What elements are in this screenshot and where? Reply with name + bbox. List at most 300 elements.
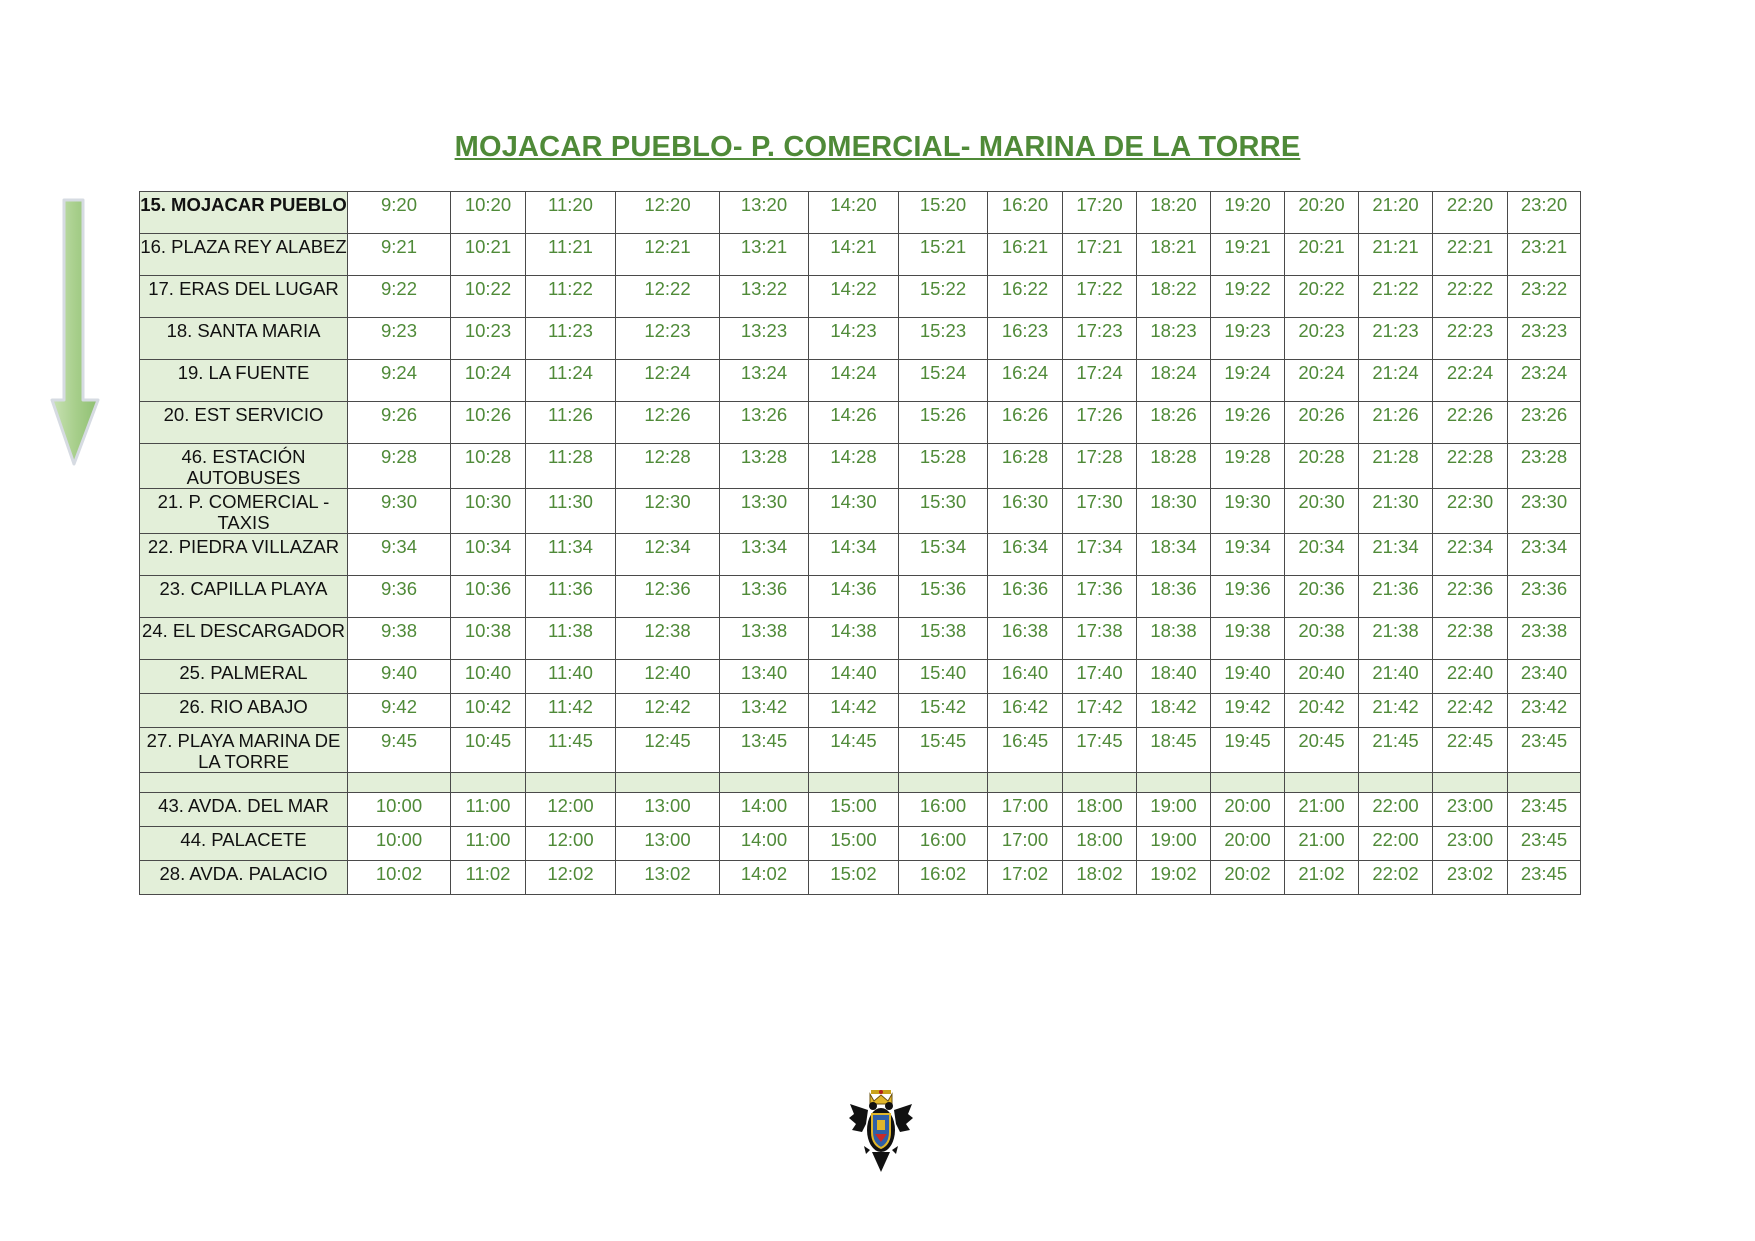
departure-time: 14:26 [809, 402, 899, 444]
departure-time: 16:28 [988, 444, 1063, 489]
departure-time: 18:34 [1137, 534, 1211, 576]
departure-time: 20:26 [1285, 402, 1359, 444]
departure-time: 17:02 [988, 861, 1063, 895]
departure-time: 14:42 [809, 694, 899, 728]
stop-name: 27. PLAYA MARINA DE LA TORRE [140, 728, 348, 773]
departure-time: 22:00 [1359, 827, 1433, 861]
departure-time: 14:00 [720, 827, 809, 861]
departure-time: 10:28 [451, 444, 526, 489]
departure-time: 21:24 [1359, 360, 1433, 402]
departure-time: 23:45 [1508, 793, 1581, 827]
departure-time [1508, 773, 1581, 793]
departure-time: 19:00 [1137, 793, 1211, 827]
departure-time: 11:02 [451, 861, 526, 895]
departure-time: 21:28 [1359, 444, 1433, 489]
departure-time: 23:36 [1508, 576, 1581, 618]
departure-time: 16:42 [988, 694, 1063, 728]
departure-time: 16:24 [988, 360, 1063, 402]
departure-time: 10:22 [451, 276, 526, 318]
departure-time: 22:24 [1433, 360, 1508, 402]
departure-time: 15:20 [899, 192, 988, 234]
stop-name: 20. EST SERVICIO [140, 402, 348, 444]
table-row [140, 728, 1581, 773]
departure-time: 11:22 [526, 276, 616, 318]
departure-time: 22:02 [1359, 861, 1433, 895]
departure-time: 20:00 [1211, 793, 1285, 827]
departure-time: 13:36 [720, 576, 809, 618]
departure-time: 21:22 [1359, 276, 1433, 318]
departure-time: 9:42 [348, 694, 451, 728]
departure-time: 12:34 [616, 534, 720, 576]
stop-name [140, 773, 348, 793]
table-row [140, 402, 1581, 444]
departure-time: 9:40 [348, 660, 451, 694]
departure-time: 21:38 [1359, 618, 1433, 660]
departure-time [1211, 773, 1285, 793]
departure-time: 9:28 [348, 444, 451, 489]
departure-time: 12:30 [616, 489, 720, 534]
departure-time: 15:21 [899, 234, 988, 276]
spacer-row [140, 773, 1581, 793]
departure-time: 17:20 [1063, 192, 1137, 234]
departure-time: 12:42 [616, 694, 720, 728]
departure-time: 10:02 [348, 861, 451, 895]
departure-time: 18:21 [1137, 234, 1211, 276]
table-row [140, 318, 1581, 360]
table-row [140, 576, 1581, 618]
departure-time: 10:34 [451, 534, 526, 576]
departure-time: 20:40 [1285, 660, 1359, 694]
departure-time: 20:45 [1285, 728, 1359, 773]
departure-time: 16:00 [899, 827, 988, 861]
departure-time: 13:20 [720, 192, 809, 234]
departure-time: 19:22 [1211, 276, 1285, 318]
departure-time: 19:28 [1211, 444, 1285, 489]
departure-time: 11:45 [526, 728, 616, 773]
table-row [140, 618, 1581, 660]
departure-time: 13:38 [720, 618, 809, 660]
departure-time: 20:24 [1285, 360, 1359, 402]
departure-time: 9:21 [348, 234, 451, 276]
departure-time: 16:34 [988, 534, 1063, 576]
departure-time: 14:34 [809, 534, 899, 576]
departure-time [809, 773, 899, 793]
departure-time: 12:00 [526, 827, 616, 861]
departure-time: 10:20 [451, 192, 526, 234]
departure-time: 19:02 [1137, 861, 1211, 895]
departure-time: 19:00 [1137, 827, 1211, 861]
departure-time: 15:00 [809, 793, 899, 827]
departure-time: 21:23 [1359, 318, 1433, 360]
departure-time: 11:28 [526, 444, 616, 489]
departure-time: 20:34 [1285, 534, 1359, 576]
departure-time: 17:00 [988, 827, 1063, 861]
stop-name: 16. PLAZA REY ALABEZ [140, 234, 348, 276]
departure-time: 18:00 [1063, 793, 1137, 827]
departure-time: 19:34 [1211, 534, 1285, 576]
departure-time: 20:21 [1285, 234, 1359, 276]
table-row [140, 534, 1581, 576]
departure-time: 16:21 [988, 234, 1063, 276]
departure-time: 15:42 [899, 694, 988, 728]
departure-time: 18:02 [1063, 861, 1137, 895]
departure-time: 18:30 [1137, 489, 1211, 534]
departure-time: 20:02 [1211, 861, 1285, 895]
departure-time: 21:30 [1359, 489, 1433, 534]
timetable [139, 191, 1581, 895]
departure-time: 14:21 [809, 234, 899, 276]
departure-time: 21:36 [1359, 576, 1433, 618]
departure-time [348, 773, 451, 793]
timetable-body [140, 192, 1581, 895]
departure-time [1359, 773, 1433, 793]
departure-time: 18:38 [1137, 618, 1211, 660]
departure-time: 23:30 [1508, 489, 1581, 534]
departure-time: 23:45 [1508, 827, 1581, 861]
departure-time: 17:21 [1063, 234, 1137, 276]
departure-time: 20:38 [1285, 618, 1359, 660]
down-arrow-icon [50, 198, 102, 470]
departure-time: 10:30 [451, 489, 526, 534]
departure-time: 12:24 [616, 360, 720, 402]
stop-name: 22. PIEDRA VILLAZAR [140, 534, 348, 576]
departure-time: 10:42 [451, 694, 526, 728]
departure-time: 23:26 [1508, 402, 1581, 444]
departure-time [1063, 773, 1137, 793]
departure-time: 16:20 [988, 192, 1063, 234]
departure-time: 17:36 [1063, 576, 1137, 618]
stop-name: 24. EL DESCARGADOR [140, 618, 348, 660]
departure-time: 23:22 [1508, 276, 1581, 318]
departure-time: 12:36 [616, 576, 720, 618]
departure-time: 14:22 [809, 276, 899, 318]
departure-time: 10:23 [451, 318, 526, 360]
departure-time: 13:24 [720, 360, 809, 402]
departure-time [1285, 773, 1359, 793]
departure-time: 18:40 [1137, 660, 1211, 694]
departure-time: 11:40 [526, 660, 616, 694]
departure-time: 14:28 [809, 444, 899, 489]
table-row [140, 276, 1581, 318]
departure-time: 18:36 [1137, 576, 1211, 618]
stop-name: 44. PALACETE [140, 827, 348, 861]
departure-time: 9:20 [348, 192, 451, 234]
table-row [140, 793, 1581, 827]
stop-name: 23. CAPILLA PLAYA [140, 576, 348, 618]
departure-time: 22:42 [1433, 694, 1508, 728]
departure-time: 12:23 [616, 318, 720, 360]
departure-time: 15:40 [899, 660, 988, 694]
departure-time: 9:22 [348, 276, 451, 318]
departure-time: 12:45 [616, 728, 720, 773]
departure-time: 13:00 [616, 793, 720, 827]
departure-time: 20:00 [1211, 827, 1285, 861]
departure-time: 16:00 [899, 793, 988, 827]
departure-time: 22:45 [1433, 728, 1508, 773]
departure-time: 22:38 [1433, 618, 1508, 660]
departure-time: 22:40 [1433, 660, 1508, 694]
departure-time: 10:21 [451, 234, 526, 276]
departure-time: 21:26 [1359, 402, 1433, 444]
departure-time: 17:28 [1063, 444, 1137, 489]
stop-name: 21. P. COMERCIAL - TAXIS [140, 489, 348, 534]
departure-time: 20:30 [1285, 489, 1359, 534]
stop-name: 43. AVDA. DEL MAR [140, 793, 348, 827]
departure-time: 19:38 [1211, 618, 1285, 660]
coat-of-arms-logo [848, 1088, 914, 1174]
departure-time: 23:20 [1508, 192, 1581, 234]
departure-time: 19:20 [1211, 192, 1285, 234]
table-row [140, 861, 1581, 895]
departure-time: 9:36 [348, 576, 451, 618]
departure-time: 19:21 [1211, 234, 1285, 276]
departure-time: 20:23 [1285, 318, 1359, 360]
departure-time: 11:38 [526, 618, 616, 660]
departure-time: 11:00 [451, 827, 526, 861]
departure-time: 9:30 [348, 489, 451, 534]
stop-name: 25. PALMERAL [140, 660, 348, 694]
departure-time: 13:40 [720, 660, 809, 694]
departure-time: 18:42 [1137, 694, 1211, 728]
departure-time: 13:23 [720, 318, 809, 360]
departure-time: 23:23 [1508, 318, 1581, 360]
departure-time: 22:36 [1433, 576, 1508, 618]
departure-time: 12:26 [616, 402, 720, 444]
departure-time: 15:28 [899, 444, 988, 489]
departure-time: 14:23 [809, 318, 899, 360]
departure-time: 20:22 [1285, 276, 1359, 318]
table-row [140, 489, 1581, 534]
departure-time: 14:38 [809, 618, 899, 660]
departure-time: 21:00 [1285, 827, 1359, 861]
departure-time: 15:34 [899, 534, 988, 576]
table-row [140, 660, 1581, 694]
departure-time: 22:21 [1433, 234, 1508, 276]
departure-time: 15:23 [899, 318, 988, 360]
stop-name: 28. AVDA. PALACIO [140, 861, 348, 895]
departure-time: 16:36 [988, 576, 1063, 618]
departure-time: 15:24 [899, 360, 988, 402]
table-row [140, 694, 1581, 728]
departure-time: 12:00 [526, 793, 616, 827]
departure-time [1433, 773, 1508, 793]
table-row [140, 827, 1581, 861]
departure-time: 11:34 [526, 534, 616, 576]
departure-time: 9:38 [348, 618, 451, 660]
departure-time: 18:23 [1137, 318, 1211, 360]
departure-time: 13:45 [720, 728, 809, 773]
departure-time: 23:02 [1433, 861, 1508, 895]
departure-time: 19:24 [1211, 360, 1285, 402]
departure-time: 14:45 [809, 728, 899, 773]
departure-time: 22:22 [1433, 276, 1508, 318]
departure-time: 15:00 [809, 827, 899, 861]
departure-time: 18:28 [1137, 444, 1211, 489]
departure-time: 17:30 [1063, 489, 1137, 534]
departure-time: 15:22 [899, 276, 988, 318]
stop-name: 17. ERAS DEL LUGAR [140, 276, 348, 318]
departure-time: 13:42 [720, 694, 809, 728]
departure-time: 14:02 [720, 861, 809, 895]
departure-time: 15:26 [899, 402, 988, 444]
departure-time: 22:23 [1433, 318, 1508, 360]
departure-time: 19:40 [1211, 660, 1285, 694]
departure-time: 12:40 [616, 660, 720, 694]
departure-time: 13:00 [616, 827, 720, 861]
departure-time: 17:34 [1063, 534, 1137, 576]
departure-time: 21:40 [1359, 660, 1433, 694]
stop-name: 46. ESTACIÓN AUTOBUSES [140, 444, 348, 489]
departure-time: 22:30 [1433, 489, 1508, 534]
departure-time: 15:02 [809, 861, 899, 895]
departure-time: 13:21 [720, 234, 809, 276]
departure-time [988, 773, 1063, 793]
departure-time: 14:40 [809, 660, 899, 694]
departure-time: 16:38 [988, 618, 1063, 660]
departure-time: 19:45 [1211, 728, 1285, 773]
departure-time: 17:42 [1063, 694, 1137, 728]
departure-time: 14:00 [720, 793, 809, 827]
departure-time: 10:40 [451, 660, 526, 694]
departure-time: 18:26 [1137, 402, 1211, 444]
departure-time: 23:40 [1508, 660, 1581, 694]
departure-time: 17:22 [1063, 276, 1137, 318]
stop-name: 18. SANTA MARIA [140, 318, 348, 360]
departure-time: 20:42 [1285, 694, 1359, 728]
departure-time: 13:28 [720, 444, 809, 489]
departure-time: 16:22 [988, 276, 1063, 318]
departure-time: 18:24 [1137, 360, 1211, 402]
departure-time: 20:36 [1285, 576, 1359, 618]
departure-time: 22:34 [1433, 534, 1508, 576]
departure-time: 10:24 [451, 360, 526, 402]
table-row [140, 234, 1581, 276]
departure-time: 10:26 [451, 402, 526, 444]
table-row [140, 444, 1581, 489]
departure-time: 22:20 [1433, 192, 1508, 234]
departure-time: 21:34 [1359, 534, 1433, 576]
departure-time: 10:45 [451, 728, 526, 773]
departure-time: 23:34 [1508, 534, 1581, 576]
departure-time: 14:24 [809, 360, 899, 402]
departure-time: 23:00 [1433, 827, 1508, 861]
departure-time: 10:38 [451, 618, 526, 660]
departure-time [899, 773, 988, 793]
table-row [140, 360, 1581, 402]
departure-time: 11:36 [526, 576, 616, 618]
departure-time: 23:45 [1508, 861, 1581, 895]
page-title: MOJACAR PUEBLO- P. COMERCIAL- MARINA DE LA TORRE [454, 131, 1301, 163]
departure-time: 12:22 [616, 276, 720, 318]
departure-time: 20:20 [1285, 192, 1359, 234]
departure-time: 21:00 [1285, 793, 1359, 827]
departure-time: 9:34 [348, 534, 451, 576]
departure-time: 18:20 [1137, 192, 1211, 234]
departure-time: 21:42 [1359, 694, 1433, 728]
departure-time: 17:23 [1063, 318, 1137, 360]
departure-time: 18:22 [1137, 276, 1211, 318]
departure-time: 23:45 [1508, 728, 1581, 773]
departure-time: 16:30 [988, 489, 1063, 534]
departure-time: 17:38 [1063, 618, 1137, 660]
departure-time: 16:26 [988, 402, 1063, 444]
departure-time: 20:28 [1285, 444, 1359, 489]
departure-time: 13:34 [720, 534, 809, 576]
departure-time: 9:24 [348, 360, 451, 402]
departure-time: 17:00 [988, 793, 1063, 827]
departure-time: 11:00 [451, 793, 526, 827]
departure-time: 21:20 [1359, 192, 1433, 234]
departure-time: 17:45 [1063, 728, 1137, 773]
departure-time: 11:20 [526, 192, 616, 234]
departure-time: 23:00 [1433, 793, 1508, 827]
departure-time: 19:42 [1211, 694, 1285, 728]
departure-time: 21:21 [1359, 234, 1433, 276]
departure-time: 22:28 [1433, 444, 1508, 489]
departure-time: 15:30 [899, 489, 988, 534]
departure-time: 21:02 [1285, 861, 1359, 895]
departure-time: 12:38 [616, 618, 720, 660]
departure-time: 17:24 [1063, 360, 1137, 402]
departure-time: 18:00 [1063, 827, 1137, 861]
departure-time: 15:45 [899, 728, 988, 773]
table-row [140, 192, 1581, 234]
departure-time: 12:21 [616, 234, 720, 276]
departure-time: 9:45 [348, 728, 451, 773]
departure-time: 23:28 [1508, 444, 1581, 489]
departure-time: 19:26 [1211, 402, 1285, 444]
departure-time: 11:30 [526, 489, 616, 534]
departure-time: 13:02 [616, 861, 720, 895]
departure-time [616, 773, 720, 793]
departure-time: 11:26 [526, 402, 616, 444]
departure-time: 15:36 [899, 576, 988, 618]
stop-name: 19. LA FUENTE [140, 360, 348, 402]
departure-time: 15:38 [899, 618, 988, 660]
departure-time: 10:00 [348, 827, 451, 861]
departure-time: 16:40 [988, 660, 1063, 694]
departure-time: 14:20 [809, 192, 899, 234]
departure-time: 19:30 [1211, 489, 1285, 534]
stop-name: 26. RIO ABAJO [140, 694, 348, 728]
departure-time: 11:23 [526, 318, 616, 360]
departure-time: 10:36 [451, 576, 526, 618]
departure-time: 11:42 [526, 694, 616, 728]
departure-time: 22:26 [1433, 402, 1508, 444]
departure-time: 19:23 [1211, 318, 1285, 360]
departure-time: 21:45 [1359, 728, 1433, 773]
departure-time: 9:26 [348, 402, 451, 444]
departure-time: 19:36 [1211, 576, 1285, 618]
departure-time: 16:23 [988, 318, 1063, 360]
departure-time: 16:45 [988, 728, 1063, 773]
departure-time: 14:36 [809, 576, 899, 618]
departure-time [720, 773, 809, 793]
departure-time: 23:24 [1508, 360, 1581, 402]
departure-time: 12:02 [526, 861, 616, 895]
departure-time: 17:40 [1063, 660, 1137, 694]
departure-time: 11:24 [526, 360, 616, 402]
departure-time: 11:21 [526, 234, 616, 276]
departure-time: 10:00 [348, 793, 451, 827]
departure-time [1137, 773, 1211, 793]
departure-time: 23:38 [1508, 618, 1581, 660]
departure-time: 22:00 [1359, 793, 1433, 827]
departure-time: 16:02 [899, 861, 988, 895]
departure-time: 12:20 [616, 192, 720, 234]
departure-time: 17:26 [1063, 402, 1137, 444]
departure-time: 14:30 [809, 489, 899, 534]
